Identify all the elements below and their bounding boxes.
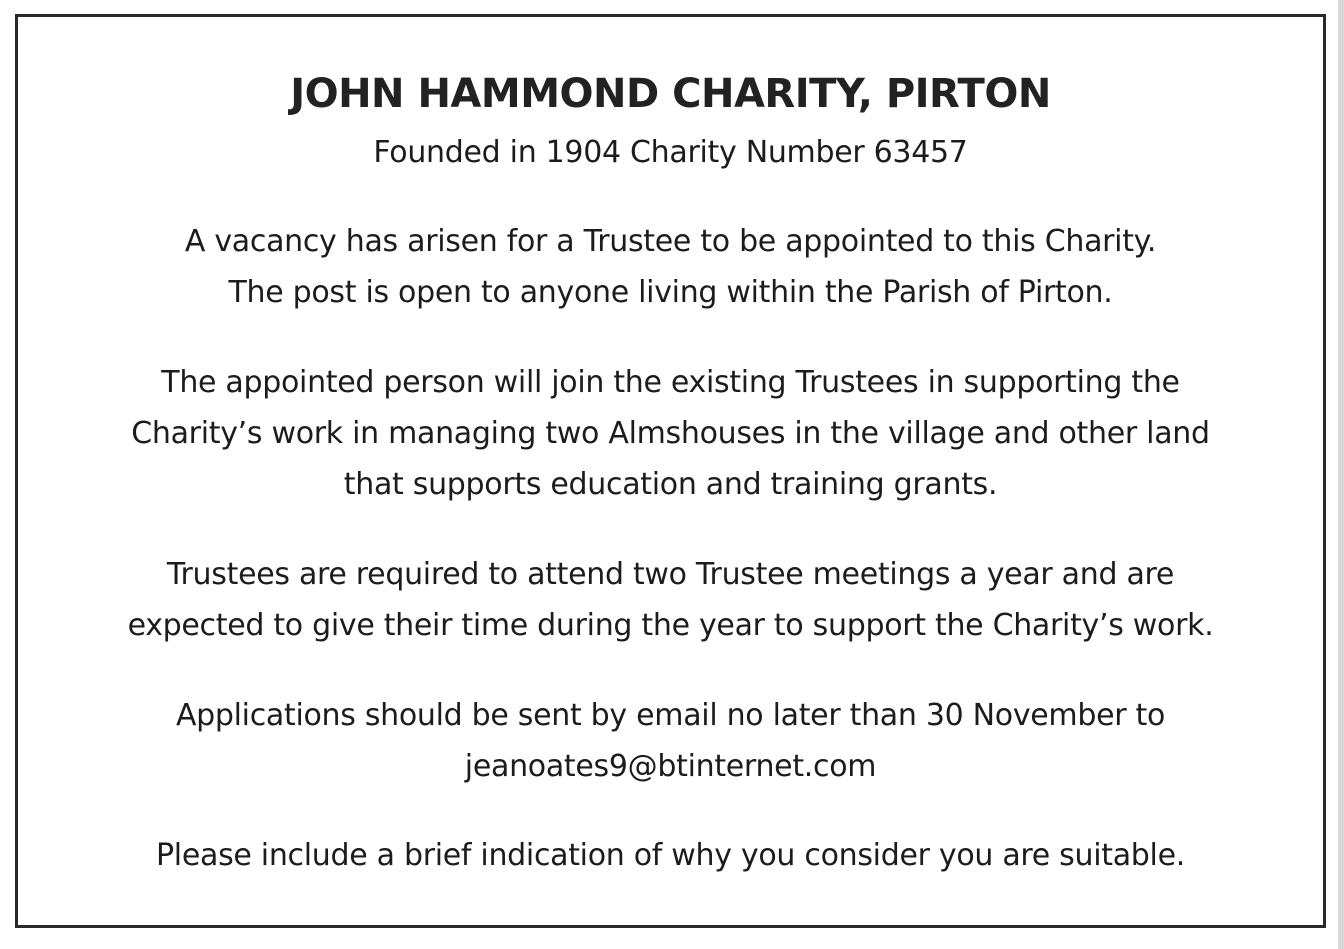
contact-email: jeanoates9@btinternet.com [464, 749, 877, 784]
scan-edge [1338, 0, 1344, 949]
requirements-line-1: Trustees are required to attend two Trustee meetings a year and are [166, 557, 1175, 592]
closing-line: Please include a brief indication of why you consider you are suitable. [156, 838, 1185, 873]
requirements-line-2: expected to give their time during the year to support the Charity’s work. [127, 608, 1214, 643]
vacancy-line-2: The post is open to anyone living within the Parish of Pirton. [228, 275, 1113, 310]
applications-line: Applications should be sent by email no later than 30 November to [175, 698, 1166, 733]
role-line-1: The appointed person will join the existing Trustees in supporting the [161, 365, 1180, 400]
notice-frame [15, 14, 1326, 928]
role-line-2: Charity’s work in managing two Almshouses in the village and other land [131, 416, 1210, 451]
notice-title: JOHN HAMMOND CHARITY, PIRTON [290, 71, 1051, 117]
vacancy-line-1: A vacancy has arisen for a Trustee to be appointed to this Charity. [184, 224, 1157, 259]
notice-subtitle: Founded in 1904 Charity Number 63457 [373, 135, 968, 170]
role-line-3: that supports education and training grants. [343, 467, 998, 502]
